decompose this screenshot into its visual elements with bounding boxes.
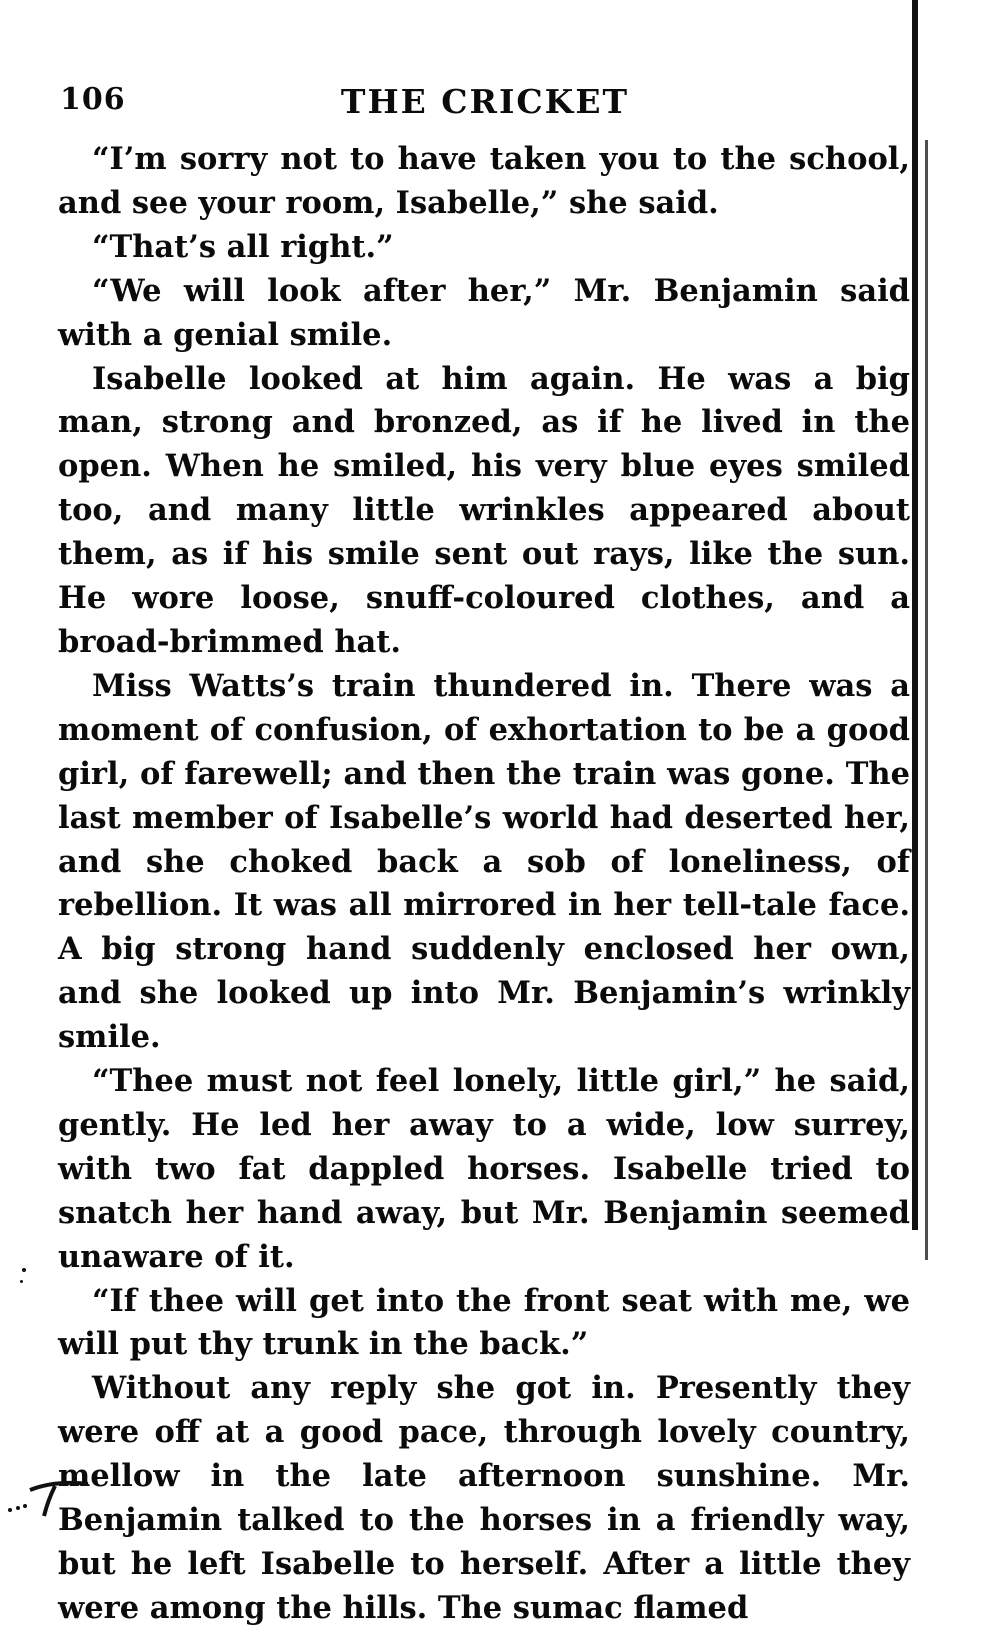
paragraph: “I’m sorry not to have taken you to the school, and see your room, Isabelle,” she said.	[58, 141, 910, 221]
scan-speck	[20, 1280, 23, 1283]
page-edge-shadow	[912, 0, 918, 1230]
paragraph: Isabelle looked at him again. He was a big man, strong and bronzed, as if he lived in the open. When he smiled, his very blue eyes smiled too, and many little wrinkles appeared about them, as if his smile sent out rays, like the sun. He wore loose, snuff-coloured clothes, and a broad-brimmed hat.	[58, 360, 910, 660]
running-title: THE CRICKET	[340, 82, 630, 121]
page-header	[60, 82, 910, 130]
page-number: 106	[60, 82, 126, 117]
paragraph: “That’s all right.”	[92, 228, 394, 265]
paragraph: Without any reply she got in. Presently they were off at a good pace, through lovely country, mellow in the late afternoon sunshine. Mr. Benjamin talked to the horses in a friendly way, but he left Isabelle to herself. After a little they were among the hills. The sumac flamed	[58, 1370, 910, 1626]
page-edge-shadow-inner	[925, 140, 928, 1260]
scan-speck	[22, 1268, 26, 1272]
paragraph: Miss Watts’s train thundered in. There was a moment of confusion, of exhortation to be a good girl, of farewell; and then the train was gone. The last member of Isabelle’s world had deserted her, and she choked back a sob of loneliness, of rebellion. It was all mirrored in her tell-tale face. A big strong hand suddenly enclosed her own, and she looked up into Mr. Benjamin’s wrinkly smile.	[58, 667, 910, 1056]
scan-mark-icon	[0, 1470, 100, 1530]
body-text	[58, 138, 910, 1631]
paragraph: “If thee will get into the front seat with me, we will put thy trunk in the back.”	[58, 1282, 910, 1363]
paragraph: “We will look after her,” Mr. Benjamin said with a genial smile.	[58, 272, 910, 353]
paragraph: “Thee must not feel lonely, little girl,” he said, gently. He led her away to a wide, low surrey, with two fat dappled horses. Isabelle tried to snatch her hand away, but Mr. Benjamin seemed unaware of it.	[58, 1063, 910, 1275]
